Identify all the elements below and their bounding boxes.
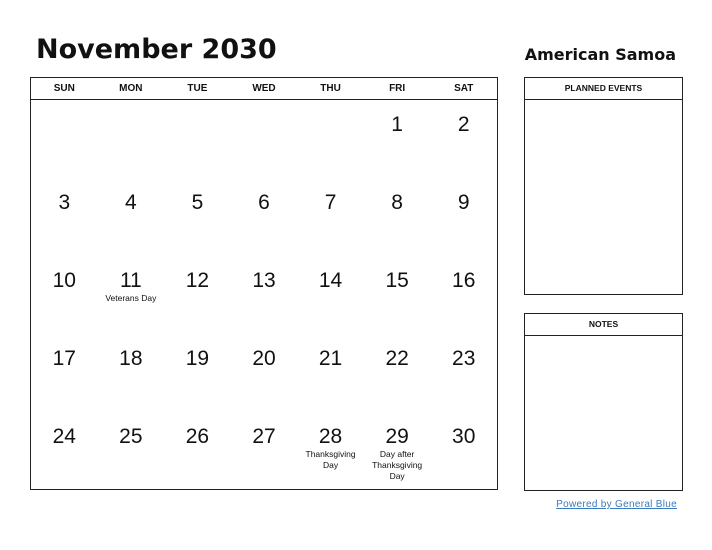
weekday-header bbox=[31, 78, 497, 100]
holiday-label: Day after Thanksgiving Day bbox=[372, 449, 423, 481]
day-number: 22 bbox=[385, 347, 409, 370]
day-number: 9 bbox=[457, 191, 470, 214]
day-cell bbox=[164, 412, 231, 490]
day-cell bbox=[31, 178, 98, 256]
holiday-label: Veterans Day bbox=[105, 293, 157, 303]
day-number: 17 bbox=[52, 347, 76, 370]
day-number: 23 bbox=[452, 347, 476, 370]
day-number: 25 bbox=[119, 425, 143, 448]
day-cell bbox=[98, 256, 165, 334]
day-number: 12 bbox=[185, 269, 210, 292]
weekday-tue: TUE bbox=[187, 83, 208, 94]
day-cell bbox=[31, 100, 98, 178]
day-number: 29 bbox=[385, 425, 409, 448]
day-cell bbox=[31, 256, 98, 334]
day-number: 15 bbox=[385, 269, 409, 292]
day-cell bbox=[430, 412, 497, 490]
day-cell bbox=[364, 100, 431, 178]
day-cell bbox=[364, 256, 431, 334]
day-cell bbox=[364, 412, 431, 490]
day-number: 4 bbox=[125, 191, 137, 214]
notes-title: NOTES bbox=[525, 314, 682, 336]
day-number: 18 bbox=[119, 347, 143, 370]
page-title: November 2030 bbox=[36, 34, 277, 65]
day-cell bbox=[31, 334, 98, 412]
day-number: 16 bbox=[452, 269, 476, 292]
day-cell bbox=[297, 412, 364, 490]
weekday-thu: THU bbox=[320, 83, 341, 94]
day-cell bbox=[364, 334, 431, 412]
day-number: 11 bbox=[119, 269, 142, 292]
day-number: 20 bbox=[252, 347, 276, 370]
month-calendar bbox=[30, 77, 498, 490]
day-cell bbox=[231, 412, 298, 490]
day-cell bbox=[164, 334, 231, 412]
day-cell bbox=[430, 334, 497, 412]
day-cell bbox=[297, 334, 364, 412]
weekday-fri: FRI bbox=[389, 83, 406, 94]
notes-panel bbox=[524, 313, 683, 491]
day-cell bbox=[31, 412, 98, 490]
planned-events-panel bbox=[524, 77, 683, 295]
day-cell bbox=[98, 178, 165, 256]
weekday-sun: SUN bbox=[53, 83, 75, 94]
powered-by-link[interactable]: Powered by General Blue bbox=[556, 499, 677, 510]
day-number: 5 bbox=[191, 191, 204, 214]
day-cell bbox=[297, 100, 364, 178]
day-cell bbox=[98, 412, 165, 490]
day-grid bbox=[31, 100, 497, 490]
day-cell bbox=[364, 178, 431, 256]
day-cell bbox=[231, 334, 298, 412]
region-label: American Samoa bbox=[524, 45, 676, 64]
day-number: 6 bbox=[258, 191, 270, 214]
day-number: 8 bbox=[391, 191, 403, 214]
day-cell bbox=[430, 100, 497, 178]
day-cell bbox=[98, 334, 165, 412]
day-number: 13 bbox=[252, 269, 276, 292]
day-number: 2 bbox=[457, 113, 470, 136]
weekday-wed: WED bbox=[252, 83, 276, 94]
weekday-mon: MON bbox=[119, 83, 143, 94]
day-cell bbox=[430, 178, 497, 256]
day-number: 10 bbox=[52, 269, 76, 292]
day-number: 7 bbox=[324, 191, 337, 214]
day-cell bbox=[297, 178, 364, 256]
day-number: 30 bbox=[452, 425, 476, 448]
day-cell bbox=[164, 100, 231, 178]
day-cell bbox=[430, 256, 497, 334]
day-cell bbox=[231, 256, 298, 334]
day-number: 21 bbox=[318, 347, 343, 370]
day-number: 26 bbox=[185, 425, 210, 448]
day-cell bbox=[98, 100, 165, 178]
day-number: 24 bbox=[52, 425, 76, 448]
day-number: 1 bbox=[391, 113, 403, 136]
day-number: 27 bbox=[252, 425, 276, 448]
day-number: 28 bbox=[318, 425, 343, 448]
weekday-sat: SAT bbox=[454, 83, 474, 94]
day-number: 3 bbox=[58, 191, 71, 214]
day-cell bbox=[231, 178, 298, 256]
day-number: 14 bbox=[318, 269, 343, 292]
planned-events-title: PLANNED EVENTS bbox=[525, 78, 682, 100]
day-cell bbox=[231, 100, 298, 178]
holiday-label: Thanksgiving Day bbox=[305, 449, 356, 470]
day-cell bbox=[164, 178, 231, 256]
day-cell bbox=[164, 256, 231, 334]
day-cell bbox=[297, 256, 364, 334]
day-number: 19 bbox=[185, 347, 210, 370]
